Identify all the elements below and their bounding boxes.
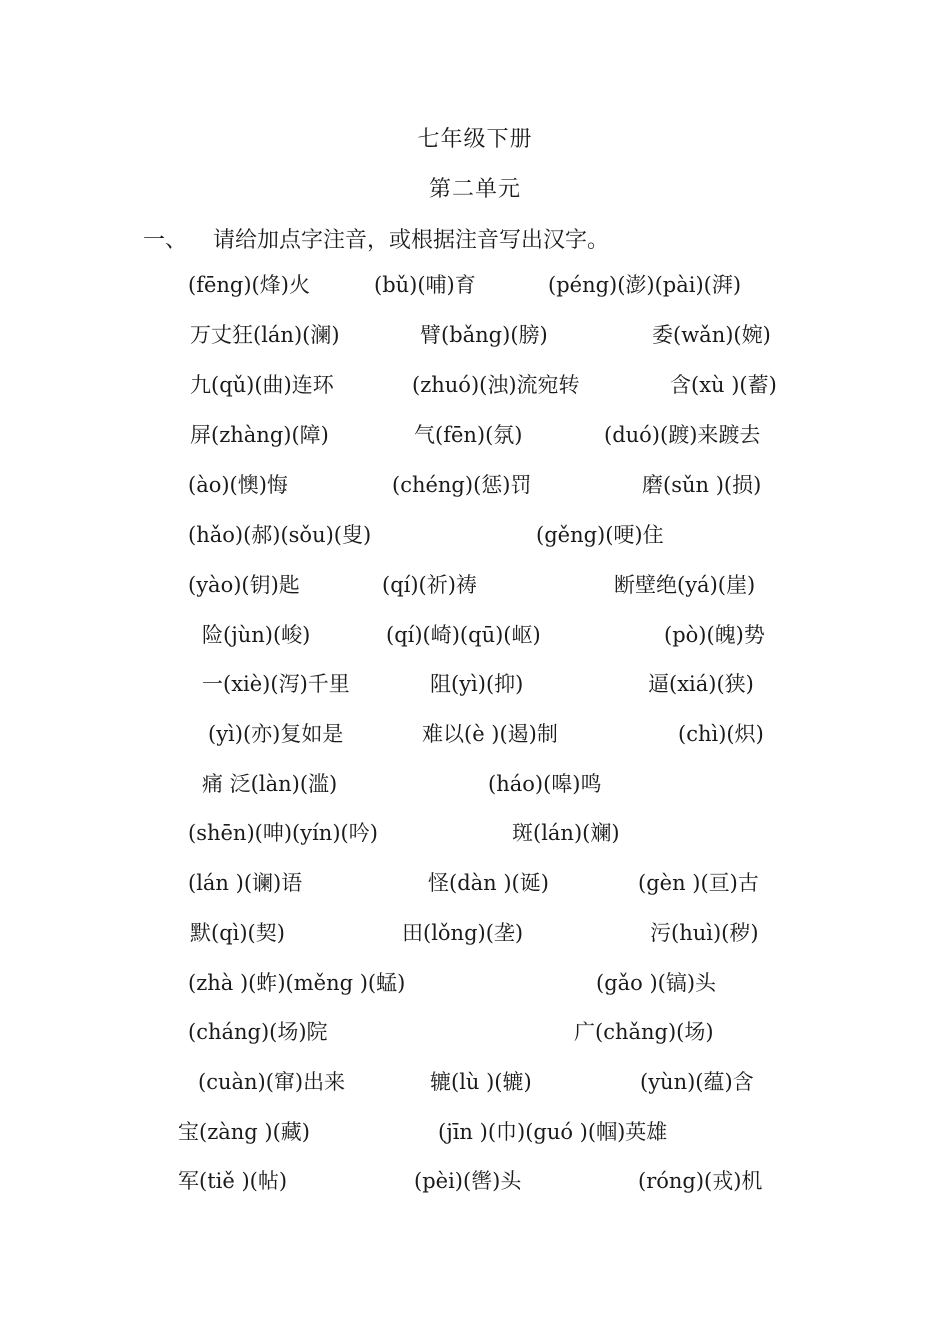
exercise-row <box>0 570 950 600</box>
exercise-item: (bǔ)(哺)育 <box>374 273 476 297</box>
exercise-item: (qí)(崎)(qū)(岖) <box>386 623 541 647</box>
exercise-item: (ào)(懊)悔 <box>188 473 288 497</box>
exercise-row <box>0 868 950 898</box>
exercise-item: (jīn )(巾)(guó )(帼)英雄 <box>438 1120 668 1144</box>
exercise-item: (róng)(戎)机 <box>638 1169 763 1193</box>
document-title: 七年级下册 <box>417 127 533 152</box>
exercise-item: 委(wǎn)(婉) <box>652 323 771 347</box>
exercise-item: (gèn )(亘)古 <box>638 871 759 895</box>
exercise-item: 一(xiè)(泻)千里 <box>202 672 350 696</box>
exercise-row <box>0 1067 950 1097</box>
exercise-row <box>0 420 950 450</box>
exercise-item: (péng)(澎)(pài)(湃) <box>548 273 742 297</box>
exercise-row <box>0 470 950 500</box>
unit-title: 第二单元 <box>428 177 521 202</box>
exercise-row <box>0 370 950 400</box>
exercise-row <box>0 918 950 948</box>
exercise-item: 万丈狂(lán)(澜) <box>190 323 340 347</box>
exercise-item: (háo)(嗥)鸣 <box>488 772 602 796</box>
exercise-row <box>0 968 950 998</box>
exercise-item: 斑(lán)(斓) <box>512 821 620 845</box>
exercise-item: (zhuó)(浊)流宛转 <box>412 373 580 397</box>
exercise-item: 默(qì)(契) <box>190 921 285 945</box>
exercise-row <box>0 669 950 699</box>
exercise-item: (gǎo )(镐)头 <box>596 971 717 995</box>
section-number: 一、 <box>143 228 188 253</box>
exercise-item: (fēng)(烽)火 <box>188 273 310 297</box>
exercise-row <box>0 1117 950 1147</box>
exercise-item: 臂(bǎng)(膀) <box>420 323 548 347</box>
section-heading <box>143 223 609 254</box>
section-instruction: 请给加点字注音，或根据注音写出汉字。 <box>213 228 610 253</box>
exercise-item: 怪(dàn )(诞) <box>428 871 549 895</box>
exercise-row <box>0 620 950 650</box>
exercise-item: (chéng)(惩)罚 <box>392 473 532 497</box>
exercise-row <box>0 1017 950 1047</box>
exercise-item: 宝(zàng )(藏) <box>178 1120 310 1144</box>
exercise-item: 屏(zhàng)(障) <box>190 423 329 447</box>
exercise-item: (yì)(亦)复如是 <box>208 722 344 746</box>
exercise-item: (cháng)(场)院 <box>188 1020 328 1044</box>
exercise-row <box>0 818 950 848</box>
exercise-item: (gěng)(哽)住 <box>536 523 664 547</box>
exercise-row <box>0 320 950 350</box>
exercise-item: (yào)(钥)匙 <box>188 573 300 597</box>
exercise-item: (zhà )(蚱)(měng )(蜢) <box>188 971 406 995</box>
exercise-item: 逼(xiá)(狭) <box>648 672 754 696</box>
exercise-item: (duó)(踱)来踱去 <box>604 423 761 447</box>
exercise-item: (cuàn)(窜)出来 <box>198 1070 346 1094</box>
exercise-item: 难以(è )(遏)制 <box>422 722 558 746</box>
exercise-item: 磨(sǔn )(损) <box>642 473 762 497</box>
exercise-item: (lán )(谰)语 <box>188 871 303 895</box>
exercise-item: (pèi)(辔)头 <box>414 1169 522 1193</box>
exercise-item: (qí)(祈)祷 <box>382 573 477 597</box>
exercise-row <box>0 769 950 799</box>
exercise-row <box>0 520 950 550</box>
exercise-item: (chì)(炽) <box>678 722 764 746</box>
exercise-row <box>0 270 950 300</box>
exercise-row <box>0 1166 950 1196</box>
exercise-item: (pò)(魄)势 <box>664 623 765 647</box>
exercise-item: 辘(lù )(辘) <box>430 1070 532 1094</box>
exercise-item: (yùn)(蕴)含 <box>640 1070 754 1094</box>
exercise-item: 广(chǎng)(场) <box>574 1020 714 1044</box>
exercise-item: 阻(yì)(抑) <box>430 672 524 696</box>
exercise-row <box>0 719 950 749</box>
exercise-item: 九(qǔ)(曲)连环 <box>190 373 334 397</box>
exercise-item: 痛 泛(làn)(滥) <box>202 772 338 796</box>
exercise-item: 气(fēn)(氛) <box>414 423 523 447</box>
exercise-item: 断壁绝(yá)(崖) <box>614 573 756 597</box>
exercise-item: (hǎo)(郝)(sǒu)(叟) <box>188 523 372 547</box>
exercise-item: 污(huì)(秽) <box>650 921 759 945</box>
exercise-item: 田(lǒng)(垄) <box>402 921 524 945</box>
exercise-item: 军(tiě )(帖) <box>178 1169 288 1193</box>
exercise-item: 险(jùn)(峻) <box>202 623 311 647</box>
exercise-item: 含(xù )(蓄) <box>670 373 777 397</box>
exercise-item: (shēn)(呻)(yín)(吟) <box>188 821 378 845</box>
